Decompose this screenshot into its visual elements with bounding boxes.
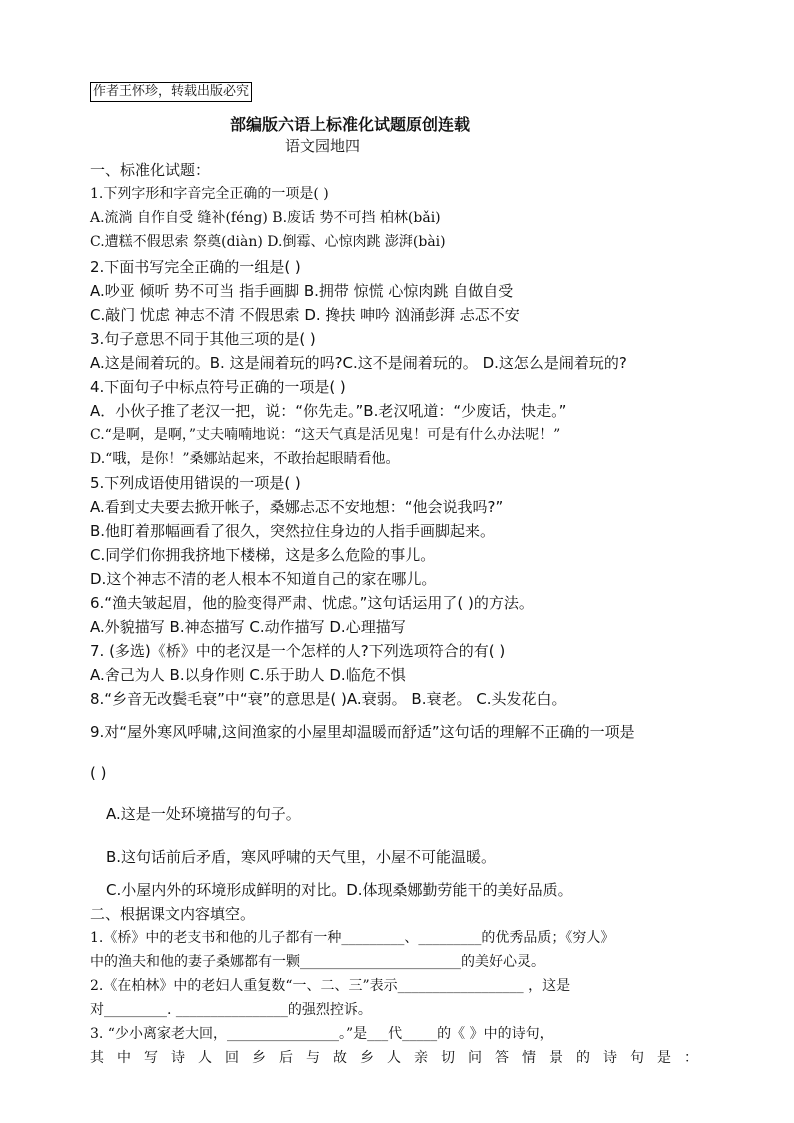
section-heading-2: 二、根据课文内容填空。	[90, 905, 256, 923]
question-5-option-d: D.这个神志不清的老人根本不知道自己的家在哪儿。	[90, 570, 437, 588]
fill-2-line-1: 2.《在柏林》中的老妇人重复数“一、二、三”表示__________________ ，这是	[90, 978, 571, 994]
question-5: 5.下列成语使用错误的一项是( )	[90, 474, 301, 492]
question-9: 9.对“屋外寒风呼啸,这间渔家的小屋里却温暖而舒适”这句话的理解不正确的一项是	[90, 723, 635, 741]
section-heading-1: 一、标准化试题：	[90, 161, 211, 179]
question-8: 8.“乡音无改鬓毛衰”中“衰”的意思是( )A.衰弱。 B.衰老。 C.头发花白。	[90, 690, 567, 708]
question-9-options-cd: C.小屋内外的环境形成鲜明的对比。D.体现桑娜勤劳能干的美好品质。	[106, 881, 573, 899]
question-3-options: A.这是闹着玩的。B. 这是闹着玩的吗?C.这不是闹着玩的。 D.这怎么是闹着玩的?	[90, 354, 627, 372]
question-3: 3.句子意思不同于其他三项的是( )	[90, 330, 316, 348]
question-2-options-cd: C.敲门 忧虑 神志不清 不假思索 D. 搀扶 呻吟 汹涌彭湃 忐忑不安	[90, 306, 520, 324]
question-1-options-cd: C.遭糕不假思索 祭奠(diàn) D.倒霉、心惊肉跳 澎湃(bài)	[90, 234, 446, 250]
question-4-options-ab: A．小伙子推了老汉一把，说：“你先走。”B.老汉吼道：“少废话，快走。”	[90, 402, 567, 420]
question-2: 2.下面书写完全正确的一组是( )	[90, 258, 301, 276]
question-4-option-d: D.“哦，是你！”桑娜站起来，不敢抬起眼睛看他。	[90, 451, 400, 467]
fill-2-line-2: 对_________. ________________的强烈控诉。	[90, 1002, 372, 1018]
question-5-option-a: A.看到丈夫要去掀开帐子，桑娜忐忑不安地想：“他会说我吗?”	[90, 498, 504, 516]
fill-3-line-1: 3. “少小离家老大回，________________。”是___代_____的《 》中的诗句，	[90, 1026, 554, 1042]
question-5-option-b: B.他盯着那幅画看了很久，突然拉住身边的人指手画脚起来。	[90, 522, 496, 540]
question-5-option-c: C.同学们你拥我挤地下楼梯，这是多么危险的事儿。	[90, 546, 436, 564]
question-9-option-b: B.这句话前后矛盾，寒风呼啸的天气里，小屋不可能温暖。	[106, 848, 497, 866]
question-1: 1.下列字形和字音完全正确的一项是( )	[90, 186, 329, 202]
question-2-options-ab: A.吵亚 倾听 势不可当 指手画脚 B.拥带 惊慌 心惊肉跳 自做自受	[90, 282, 514, 300]
question-4-option-c: C.“是啊，是啊，”丈夫喃喃地说：“这天气真是活见鬼！可是有什么办法呢！”	[90, 427, 561, 443]
author-notice: 作者王怀珍，转载出版必究	[90, 82, 252, 102]
question-9-option-a: A.这是一处环境描写的句子。	[106, 805, 301, 823]
question-6: 6.“渔夫皱起眉，他的脸变得严肃、忧虑。”这句话运用了( )的方法。	[90, 594, 534, 612]
question-4: 4.下面句子中标点符号正确的一项是( )	[90, 378, 346, 396]
fill-3-line-2: 其 中 写 诗 人 回 乡 后 与 故 乡 人 亲 切 问 答 情 景 的 诗 句 是 ：	[90, 1050, 698, 1066]
fill-1-line-1: 1.《桥》中的老支书和他的儿子都有一种_________、_________的优秀品质；《穷人》	[90, 930, 615, 946]
question-7: 7. (多选)《桥》中的老汉是一个怎样的人?下列选项符合的有( )	[90, 642, 506, 660]
document-subtitle: 语文园地四	[285, 137, 361, 155]
question-7-options: A.舍己为人 B.以身作则 C.乐于助人 D.临危不惧	[90, 666, 406, 684]
question-1-options-ab: A.流淌 自作自受 缝补(féng) B.废话 势不可挡 柏林(bǎi)	[90, 210, 441, 226]
question-9-blank: ( )	[90, 764, 107, 782]
question-6-options: A.外貌描写 B.神态描写 C.动作描写 D.心理描写	[90, 618, 406, 636]
fill-1-line-2: 中的渔夫和他的妻子桑娜都有一颗_______________________的美好心灵。	[90, 954, 545, 970]
document-title: 部编版六语上标准化试题原创连载	[230, 115, 471, 134]
